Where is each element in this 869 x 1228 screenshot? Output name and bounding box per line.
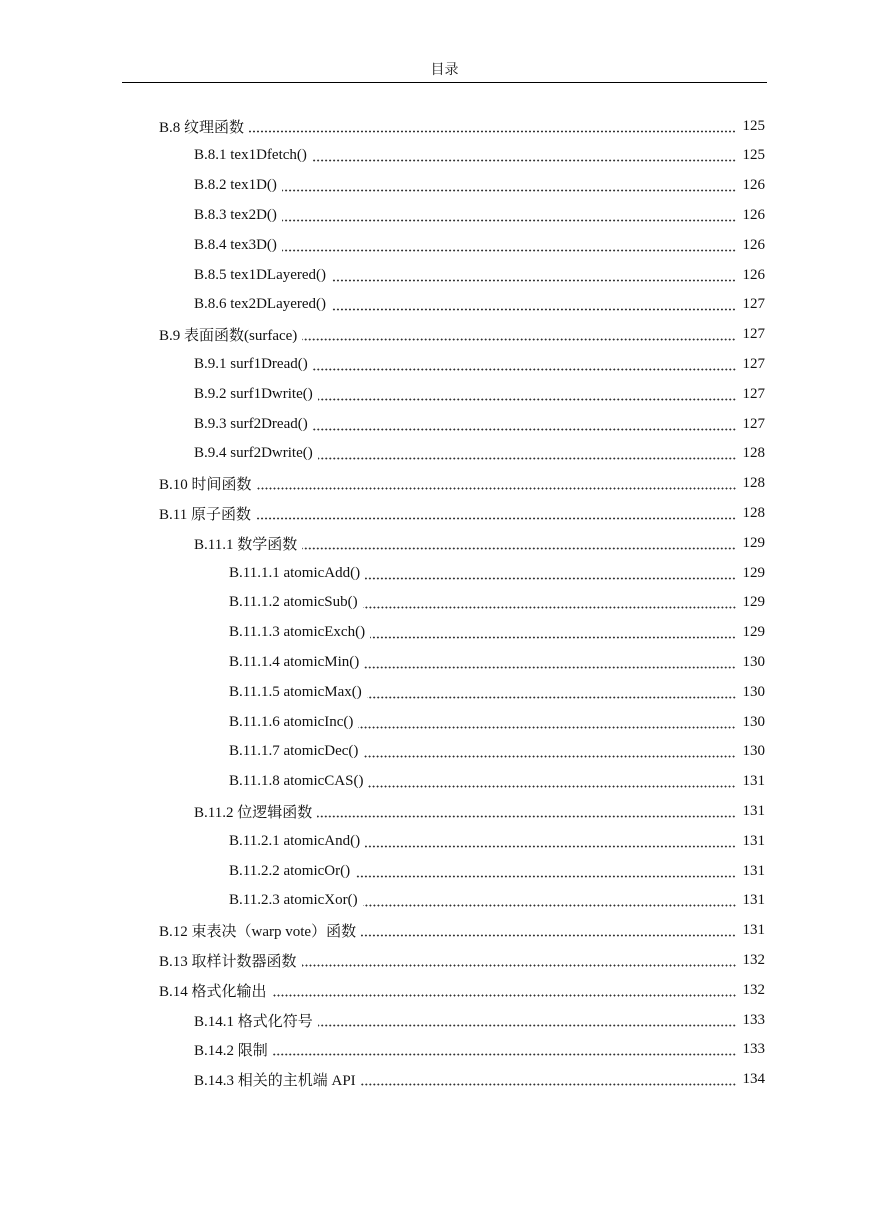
toc-entry-label: B.14 格式化输出 [159, 983, 267, 1000]
toc-leader-dots [364, 666, 736, 669]
toc-entry[interactable] [229, 886, 765, 916]
toc-entry-label: B.10 时间函数 [159, 477, 252, 494]
toc-entry-label: B.9.1 surf1Dread() [194, 355, 308, 372]
toc-leader-dots [272, 994, 736, 997]
toc-entry[interactable] [229, 767, 765, 797]
toc-entry[interactable] [229, 826, 765, 856]
toc-entry-label: B.8 纹理函数 [159, 119, 245, 136]
toc-entry-label: B.9.4 surf2Dwrite() [194, 445, 313, 462]
toc-leader-dots [367, 696, 736, 699]
toc-entry-page: 129 [742, 534, 765, 551]
toc-entry-page: 131 [742, 922, 765, 939]
header-title: 目录 [430, 63, 459, 78]
toc-leader-dots [355, 875, 736, 878]
toc-entry-label: B.14.2 限制 [194, 1043, 268, 1060]
toc-entry[interactable] [229, 647, 765, 677]
toc-entry[interactable] [194, 290, 765, 320]
toc-entry[interactable] [159, 320, 765, 350]
toc-entry[interactable] [194, 171, 765, 201]
toc-leader-dots [302, 964, 736, 967]
toc-entry[interactable] [159, 916, 765, 946]
toc-entry-label: B.11.1.2 atomicSub() [229, 594, 358, 611]
toc-entry-page: 127 [742, 296, 765, 313]
toc-entry-page: 125 [742, 147, 765, 164]
toc-entry-page: 128 [742, 445, 765, 462]
toc-entry-label: B.8.3 tex2D() [194, 206, 277, 223]
toc-entry-page: 134 [742, 1071, 765, 1088]
toc-entry-page: 125 [742, 117, 765, 134]
toc-entry[interactable] [194, 200, 765, 230]
page-header [122, 60, 767, 83]
toc-entry-page: 127 [742, 385, 765, 402]
toc-entry[interactable] [194, 260, 765, 290]
toc-entry-page: 131 [742, 802, 765, 819]
toc-entry-page: 131 [742, 892, 765, 909]
toc-leader-dots [317, 815, 736, 818]
toc-entry-page: 131 [742, 832, 765, 849]
toc-leader-dots [256, 517, 736, 520]
toc-leader-dots [318, 1024, 736, 1027]
toc-entry[interactable] [194, 230, 765, 260]
toc-leader-dots [361, 934, 736, 937]
toc-leader-dots [257, 487, 736, 490]
toc-entry-label: B.9.3 surf2Dread() [194, 415, 308, 432]
toc-entry-page: 126 [742, 206, 765, 223]
toc-entry-page: 129 [742, 564, 765, 581]
toc-entry-page: 128 [742, 475, 765, 492]
toc-leader-dots [302, 338, 736, 341]
toc-entry-label: B.11.2.3 atomicXor() [229, 892, 358, 909]
toc-entry-page: 132 [742, 951, 765, 968]
toc-leader-dots [282, 249, 736, 252]
toc-leader-dots [363, 904, 736, 907]
toc-leader-dots [363, 755, 736, 758]
toc-entry-label: B.11.1.3 atomicExch() [229, 624, 366, 641]
toc-entry-page: 127 [742, 326, 765, 343]
toc-entry-label: B.11.1.5 atomicMax() [229, 683, 362, 700]
toc-leader-dots [365, 845, 736, 848]
toc-leader-dots [312, 159, 736, 162]
toc-entry[interactable] [194, 439, 765, 469]
toc-entry-page: 130 [742, 713, 765, 730]
toc-entry[interactable] [229, 677, 765, 707]
toc-entry[interactable] [229, 707, 765, 737]
toc-entry[interactable] [229, 558, 765, 588]
toc-entry[interactable] [159, 111, 765, 141]
toc-entry-page: 132 [742, 981, 765, 998]
toc-leader-dots [313, 428, 736, 431]
toc-entry-page: 131 [742, 862, 765, 879]
toc-entry-label: B.8.4 tex3D() [194, 236, 277, 253]
toc-entry-label: B.11.2.2 atomicOr() [229, 862, 351, 879]
toc-entry[interactable] [159, 498, 765, 528]
toc-entry-label: B.14.3 相关的主机端 API [194, 1073, 356, 1090]
toc-leader-dots [313, 368, 736, 371]
toc-entry-page: 133 [742, 1041, 765, 1058]
toc-leader-dots [302, 547, 736, 550]
toc-entry[interactable] [194, 796, 765, 826]
toc-entry[interactable] [159, 945, 765, 975]
toc-leader-dots [331, 279, 736, 282]
toc-entry[interactable] [194, 1035, 765, 1065]
toc-entry[interactable] [194, 1005, 765, 1035]
toc-entry[interactable] [159, 975, 765, 1005]
toc-entry-page: 133 [742, 1011, 765, 1028]
toc-entry-label: B.11.2 位逻辑函数 [194, 804, 313, 821]
toc-entry-label: B.11 原子函数 [159, 506, 251, 523]
toc-leader-dots [273, 1053, 736, 1056]
toc-entry-label: B.11.1.4 atomicMin() [229, 653, 360, 670]
toc-entry[interactable] [229, 737, 765, 767]
toc-entry[interactable] [229, 618, 765, 648]
toc-entry-page: 127 [742, 415, 765, 432]
toc-entry[interactable] [229, 588, 765, 618]
toc-leader-dots [358, 726, 736, 729]
toc-entry-label: B.11.1.1 atomicAdd() [229, 564, 361, 581]
toc-entry-label: B.11.1 数学函数 [194, 536, 298, 553]
toc-entry-label: B.8.1 tex1Dfetch() [194, 147, 307, 164]
toc-entry[interactable] [229, 856, 765, 886]
toc-leader-dots [370, 636, 736, 639]
toc-entry-page: 126 [742, 177, 765, 194]
toc-entry-label: B.11.2.1 atomicAnd() [229, 832, 361, 849]
toc-entry-label: B.12 束表决（warp vote）函数 [159, 924, 357, 941]
toc-entry-label: B.8.5 tex1DLayered() [194, 266, 327, 283]
toc-entry-page: 129 [742, 624, 765, 641]
toc-entry-page: 127 [742, 355, 765, 372]
toc-entry[interactable] [194, 141, 765, 171]
toc-entry[interactable] [159, 469, 765, 499]
toc-entry-label: B.8.6 tex2DLayered() [194, 296, 327, 313]
toc-entry-label: B.9 表面函数(surface) [159, 328, 298, 345]
toc-leader-dots [318, 457, 736, 460]
toc-entry-label: B.13 取样计数器函数 [159, 953, 297, 970]
toc-entry-label: B.14.1 格式化符号 [194, 1013, 313, 1030]
toc-leader-dots [249, 130, 736, 133]
toc-leader-dots [282, 219, 736, 222]
toc-entry[interactable] [194, 1065, 765, 1095]
toc-entry-page: 126 [742, 266, 765, 283]
toc-entry-label: B.11.1.6 atomicInc() [229, 713, 354, 730]
toc-entry[interactable] [194, 379, 765, 409]
toc-entry-page: 130 [742, 653, 765, 670]
toc-entry[interactable] [194, 409, 765, 439]
toc-leader-dots [318, 398, 736, 401]
toc-leader-dots [361, 1083, 736, 1086]
toc-entry-page: 126 [742, 236, 765, 253]
toc-leader-dots [365, 577, 736, 580]
toc-entry-label: B.9.2 surf1Dwrite() [194, 385, 313, 402]
toc-entry-page: 130 [742, 683, 765, 700]
toc-leader-dots [368, 785, 736, 788]
toc-entry-page: 130 [742, 743, 765, 760]
toc-entry-page: 131 [742, 773, 765, 790]
toc-entry-label: B.11.1.8 atomicCAS() [229, 773, 364, 790]
toc-entry[interactable] [194, 528, 765, 558]
toc-leader-dots [331, 308, 736, 311]
toc-entry[interactable] [194, 349, 765, 379]
toc-entry-page: 129 [742, 594, 765, 611]
toc-leader-dots [363, 606, 736, 609]
toc-entry-label: B.11.1.7 atomicDec() [229, 743, 359, 760]
toc-leader-dots [282, 189, 736, 192]
toc-entry-label: B.8.2 tex1D() [194, 177, 277, 194]
toc-entry-page: 128 [742, 504, 765, 521]
